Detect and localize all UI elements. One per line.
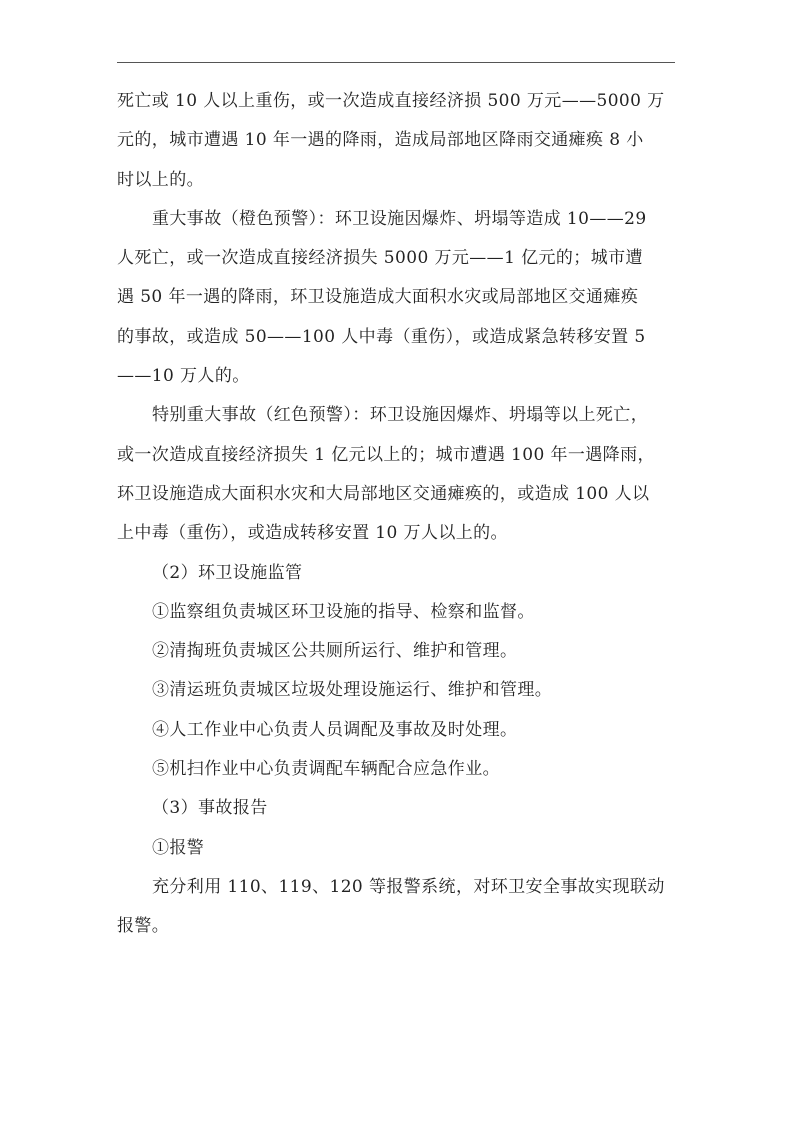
- header-rule: [117, 62, 675, 63]
- text-line: 上中毒（重伤），或造成转移安置 10 万人以上的。: [117, 523, 508, 544]
- text-line: 时以上的。: [117, 169, 204, 190]
- text-line: 报警。: [117, 916, 170, 937]
- text-line: 的事故，或造成 50——100 人中毒（重伤），或造成紧急转移安置 5: [117, 326, 646, 347]
- text-line: 遇 50 年一遇的降雨，环卫设施造成大面积水灾或局部地区交通瘫痪: [117, 287, 639, 308]
- list-item: ⑤机扫作业中心负责调配车辆配合应急作业。: [152, 759, 500, 780]
- section-heading-accident-report: （3）事故报告: [152, 798, 268, 819]
- document-body: [117, 82, 677, 947]
- list-item: ③清运班负责城区垃圾处理设施运行、维护和管理。: [152, 680, 553, 701]
- list-item: ①监察组负责城区环卫设施的指导、检察和监督。: [152, 601, 535, 622]
- sub-heading-alarm: ①报警: [152, 837, 205, 858]
- text-line: 或一次造成直接经济损失 1 亿元以上的；城市遭遇 100 年一遇降雨，: [117, 444, 655, 465]
- text-line: 人死亡，或一次造成直接经济损失 5000 万元——1 亿元的；城市遭: [117, 248, 643, 269]
- section-heading-facility-supervision: （2）环卫设施监管: [152, 562, 303, 583]
- text-line: 环卫设施造成大面积水灾和大局部地区交通瘫痪的，或造成 100 人以: [117, 483, 650, 504]
- paragraph-especially-major-accident: [117, 396, 677, 553]
- list-item: ②清掏班负责城区公共厕所运行、维护和管理。: [152, 641, 518, 662]
- text-line: 充分利用 110、119、120 等报警系统，对环卫安全事故实现联动: [152, 876, 665, 897]
- text-line: 特别重大事故（红色预警）：环卫设施因爆炸、坍塌等以上死亡，: [152, 405, 649, 426]
- text-line: 死亡或 10 人以上重伤，或一次造成直接经济损 500 万元——5000 万: [117, 91, 665, 111]
- list-item: ④人工作业中心负责人员调配及事故及时处理。: [152, 719, 518, 740]
- paragraph-major-accident: [117, 200, 677, 396]
- text-line: 重大事故（橙色预警）：环卫设施因爆炸、坍塌等造成 10——29: [152, 208, 647, 229]
- paragraph-alarm: [117, 868, 677, 947]
- paragraph-continuation: [117, 82, 677, 200]
- text-line: ——10 万人的。: [117, 366, 250, 387]
- text-line: 元的，城市遭遇 10 年一遇的降雨，造成局部地区降雨交通瘫痪 8 小: [117, 130, 644, 151]
